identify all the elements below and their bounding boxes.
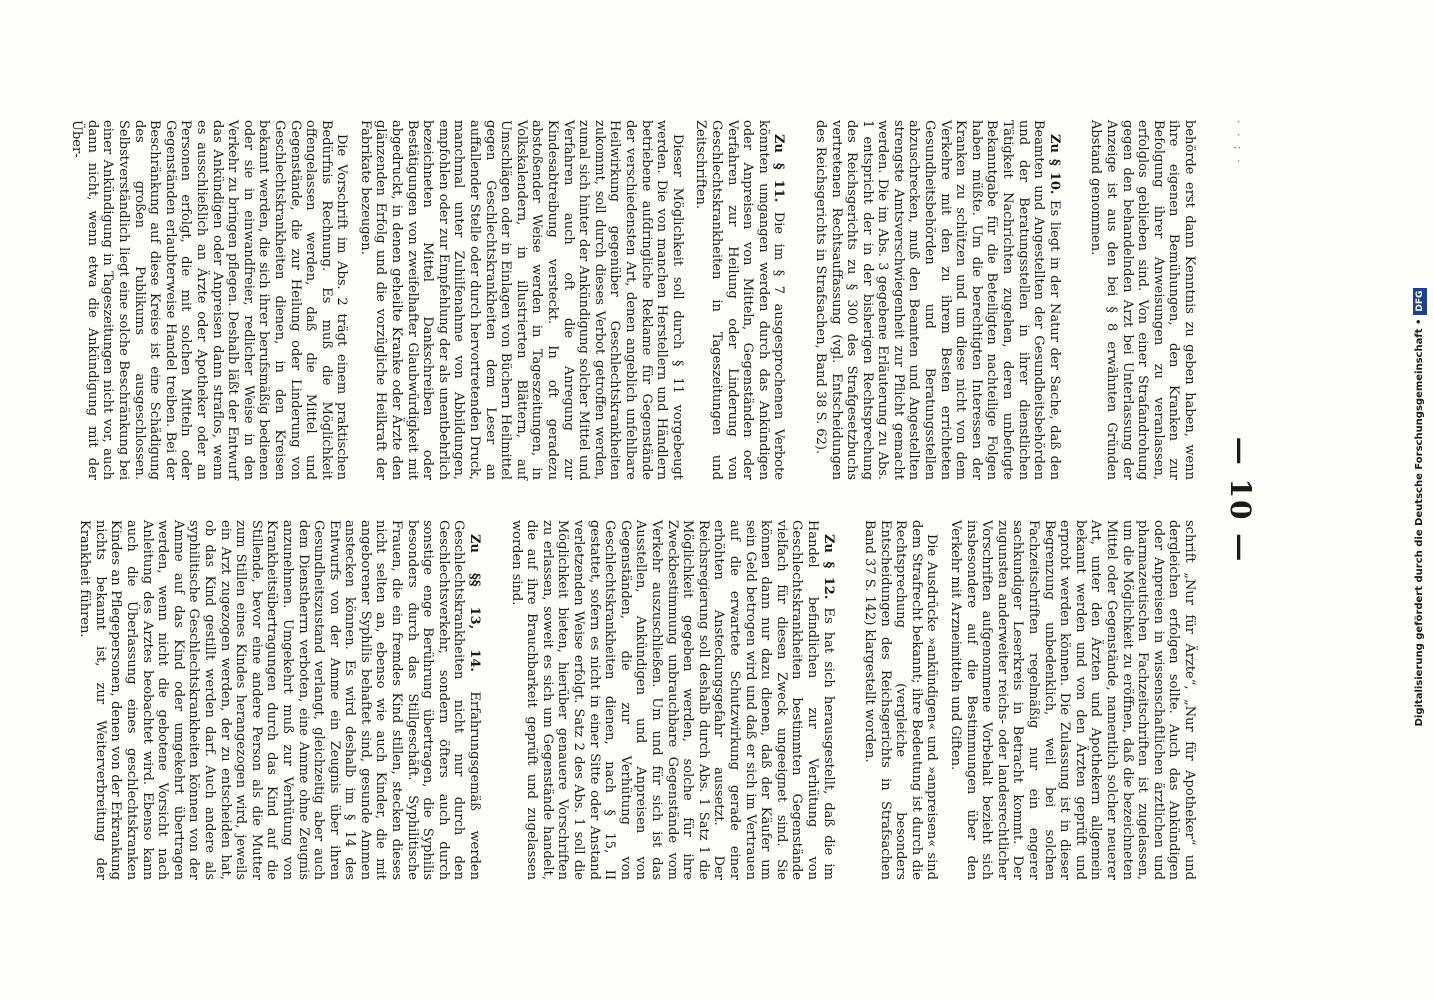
section-heading: Zu § 10. <box>1046 134 1062 195</box>
paragraph: Die Vorschrift im Abs. 2 trägt einem praktischen Bedürfnis Rechnung. Es muß die Möglichkeit offengelassen werden, daß die Mittel und Gegenstände, die zur Heilung oder Linderung von Geschlechtskrankheiten dienen, in den Kreisen bekannt werden, die sich ihrer berufsmäßig bedienen oder sie in einwandfreier, redlicher Weise in den Verkehr zu bringen pflegen. Deshalb läßt der Entwurf das Ankündigen oder Anpreisen dann straflos, wenn es ausschließlich an Ärzte oder Apotheker oder an Personen erfolgt, die mit solchen Mitteln oder Gegenständen erlaubterweise Handel treiben. Bei der Beschränkung auf diese Kreise ist eine Schädigung des großen Publikums ausgeschlossen. Selbstverständlich liegt eine solche Beschränkung bei einer Ankündigung in Tageszeitungen nicht vor, auch dann nicht, wenn etwa die Ankündigung mit der Über- <box>69 120 350 480</box>
section-paragraph-13-14: Zu §§ 13, 14. Erfahrungsgemäß werden Geschlechtskrankheiten nicht nur durch den Geschlechtsverkehr, sondern öfters auch durch sonstige enge Berührung übertragen, die Syphilis besonders durch das Stillgeschäft. Syphilitische Frauen, die ein fremdes Kind stillen, stecken dieses nicht selten an, ebenso wie auch Kinder, die mit angeborener Syphilis behaftet sind, gesunde Ammen anstecken können. Es wird deshalb im § 14 des Entwurfs von der Amme ein Zeugnis über ihren Gesundheitszustand verlangt, gleichzeitig aber auch dem Dienstherrn verboten, eine Amme ohne Zeugnis anzunehmen. Umgekehrt muß zur Verhütung von Krankheitsübertragungen durch das Kind auf die Stillende, bevor eine andere Person als die Mutter zum Stillen eines Kindes herangezogen wird, jeweils ein Arzt zugezogen werden, der zu entscheiden hat, ob das Kind gestillt werden darf. Auch andere als syphilitische Geschlechtskrankheiten können von der Amme auf das Kind oder umgekehrt übertragen werden, wenn nicht die gebotene Vorsicht nach Anleitung des Arztes beobachtet wird. Ebenso kann auch die Überlassung eines geschlechtskranken Kindes an Pflegepersonen, denen von der Erkrankung nichts bekannt ist, zur Weiterverbreitung der Krankheit führen. <box>77 520 483 880</box>
paragraph: Die Ausdrücke »ankündigen« und »anpreisen« sind dem Strafrecht bekannt; ihre Bedeutung ist durch die Rechtsprechung (vergleiche besonders Entscheidungen des Reichsgerichts in Strafsachen Band 37 S. 142) klargestellt worden. <box>862 520 940 880</box>
section-paragraph-11: Zu § 11. Die im § 7 ausgesprochenen Verbote könnten umgangen werden durch das Ankündigen oder Anpreisen von Mitteln, Gegenständen oder Verfahren zur Heilung oder Linderung von Geschlechtskrankheiten in Tageszeitungen und Zeitschriften. <box>693 120 787 480</box>
paragraph: behörde erst dann Kenntnis zu geben haben, wenn ihre eigenen Bemühungen, den Kranken zur Befolgung ihrer Anweisungen zu veranlassen, erfolglos geblieben sind. Von einer Strafandrohung gegen den behandelnden Arzt bei Unterlassung der Anzeige ist aus den bei § 8 erwähnten Gründen Abstand genommen. <box>1088 120 1197 480</box>
page-number: — 10 — <box>1224 436 1257 564</box>
section-heading: Zu §§ 13, 14. <box>467 534 483 672</box>
section-heading: Zu § 11. <box>771 134 787 203</box>
dfg-logo: DFG <box>1413 288 1427 315</box>
stray-print-marks: · · ; · <box>1232 120 1245 166</box>
section-paragraph-12: Zu § 12. Es hat sich herausgestellt, daß die im Handel befindlichen zur Verhütung von Geschlechtskrankheiten bestimmten Gegenstände vielfach für diesen Zweck ungeeignet sind. Sie können dann nur dazu dienen, daß der Käufer um sein Geld betrogen wird und daß er sich im Vertrauen auf die erwartete Schutzwirkung gerade einer erhöhten Ansteckungsgefahr aussetzt. Der Reichsregierung soll deshalb durch Abs. 1 Satz 1 die Möglichkeit gegeben werden, solche für ihre Zweckbestimmung unbrauchbare Gegenstände vom Verkehr auszuschließen. Um und für sich ist das Ausstellen, Ankündigen und Anpreisen von Gegenständen, die zur Verhütung von Geschlechtskrankheiten dienen, nach § 15, II gestattet, sofern es nicht in einer Sitte oder Anstand verletzenden Weise erfolgt. Satz 2 des Abs. 1 soll die Möglichkeit bieten, hierüber genauere Vorschriften zu erlassen, soweit es sich um Gegenstände handelt, die auf ihre Brauchbarkeit geprüft und zugelassen worden sind. <box>508 520 836 880</box>
rotated-document-page <box>69 60 1267 940</box>
credit-text: Digitalisierung gefördert durch die Deutsche Forschungsgemeinschaft • <box>1414 318 1425 727</box>
section-heading: Zu § 12. <box>820 534 836 600</box>
left-text-column <box>69 120 1197 480</box>
section-paragraph-10: Zu § 10. Es liegt in der Natur der Sache, daß den Beamten und Angestellten der Gesundheitsbehörden und der Beratungsstellen in ihrer dienstlichen Tätigkeit Nachrichten zugehen, deren unbefugte Bekanntgabe für die Beteiligten nachteilige Folgen haben müßte. Um die berechtigten Interessen der Kranken zu schützen und um diese nicht von dem Verkehre mit den zu ihrem Besten errichteten Gesundheitsbehörden und Beratungsstellen abzuschrecken, muß den Beamten und Angestellten strengste Amtsverschwiegenheit zur Pflicht gemacht werden. Die im Abs. 3 gegebene Erläuterung zu Abs. 1 entspricht der in der bisherigen Rechtsprechung des Reichsgerichts zu § 300 des Strafgesetzbuchs vertretenen Rechtsauffassung (vgl. Entscheidungen des Reichsgerichts in Strafsachen, Band 38 S. 62). <box>812 120 1062 480</box>
right-text-column <box>77 520 1197 880</box>
digitization-credit <box>1413 17 1427 997</box>
paragraph: schrift „Nur für Ärzte“, „Nur für Apotheker“ und dergleichen erfolgen sollte. Auch das Ankündigen oder Anpreisen in wissenschaftlichen ärztlichen und pharmazeutischen Fachzeitschriften ist zugelassen, um die Möglichkeit zu eröffnen, daß die bezeichneten Mittel oder Gegenstände, namentlich solcher neuerer Art, unter den Ärzten und Apothekern allgemein bekannt werden und von den Ärzten geprüft und erprobt werden können. Die Zulassung ist in dieser Begrenzung unbedenklich, weil bei solchen Fachzeitschriften regelmäßig nur ein engerer sachkundiger Leserkreis in Betracht kommt. Der zugunsten anderweiter reichs- oder landesrechtlicher Vorschriften aufgenommene Vorbehalt bezieht sich insbesondere auf die Bestimmungen über den Verkehr mit Arzneimitteln und Giften. <box>948 520 1197 880</box>
paragraph: Dieser Möglichkeit soll durch § 11 vorgebeugt werden. Die von manchen Herstellern und Händlern betriebene aufdringliche Reklame für Gegenstände der verschiedensten Art, denen angeblich unfehlbare Heilwirkung gegenüber Geschlechtskrankheiten zukommt, soll durch dieses Verbot getroffen werden, zumal sich hinter der Ankündigung solcher Mittel und Verfahren auch oft die Anregung zur Kindesabtreibung versteckt. In oft geradezu abstoßender Weise werden in Tageszeitungen, in Volkskalendern, in illustrierten Blättern, auf Umschlägen oder in Einlagen von Büchern Heilmittel gegen Geschlechtskrankheiten dem Leser an auffallender Stelle oder durch hervortretenden Druck, manchmal unter Zuhilfenahme von Abbildungen, empfohlen oder zur Empfehlung der als unentbehrlich bezeichneten Mittel Dankschreiben oder Bestätigungen von zweifelhafter Glaubwürdigkeit mit abgedruckt, in denen geheilte Kranke oder Ärzte den glänzenden Erfolg und die vorzügliche Heilkraft der Fabrikate bezeugen. <box>357 120 685 480</box>
